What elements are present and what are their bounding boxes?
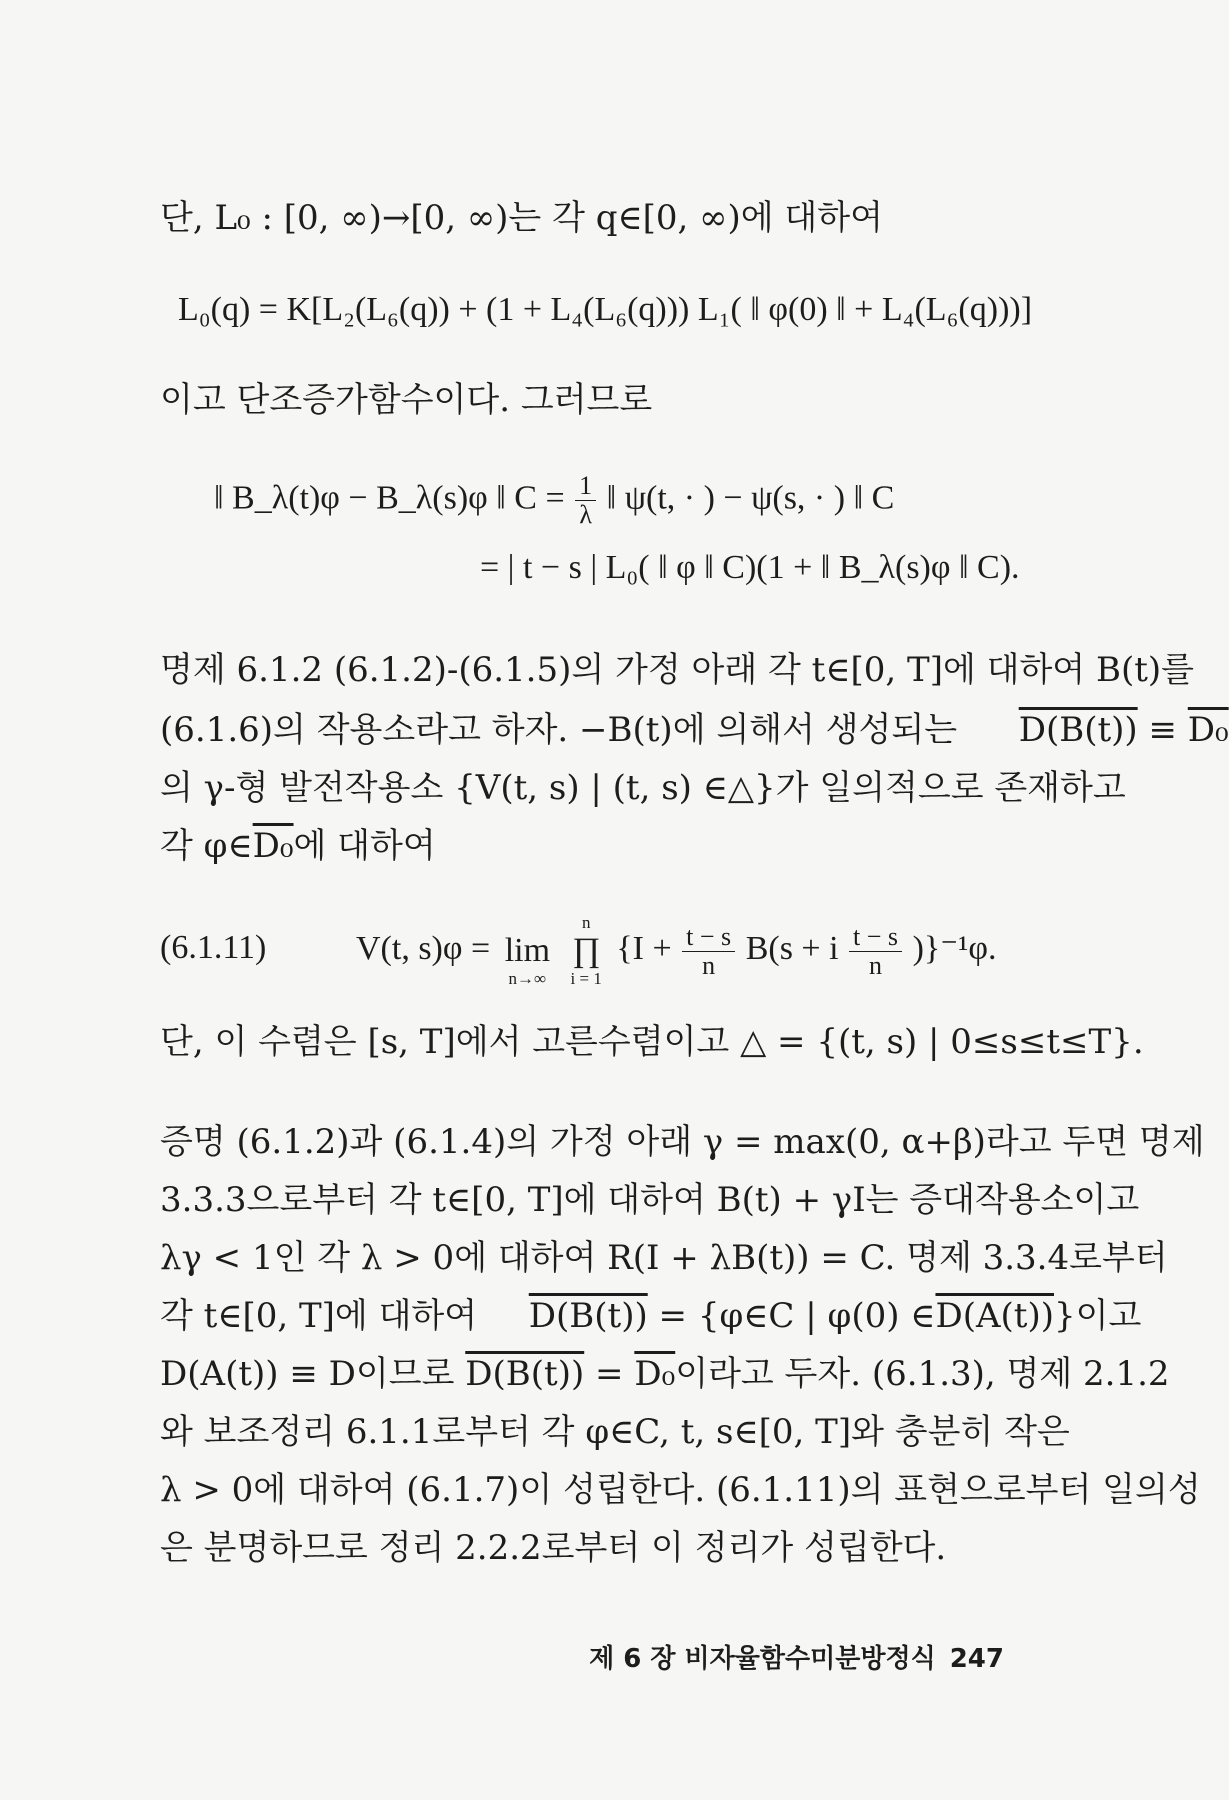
limit-text: lim [504,932,551,970]
equation-product-formula [356,904,996,994]
fraction [849,923,902,980]
proposition-line [160,826,436,866]
equation-bound: = | t − s | L₀( ‖ φ ‖ C)(1 + ‖ B_λ(s)φ ‖ C). [480,549,1020,586]
proof-line [160,1354,1170,1394]
limit-operator [505,912,550,990]
eq-part: B(s + i [745,930,839,967]
proof-line: λγ < 1인 각 λ > 0에 대하여 R(I + λB(t)) = C. 명제 3.3.4로부터 [160,1238,1168,1278]
equation-B-lambda-diff [214,472,894,529]
proof-line: 3.3.3으로부터 각 t∈[0, T]에 대하여 B(t) + γI는 증대작용소이고 [160,1180,1140,1220]
text-part: 에 대하여 [293,826,436,866]
eq-part: V(t, s)φ = [356,930,491,967]
proposition-line [160,710,1229,750]
fraction [575,472,596,529]
product-superscript: n [581,913,591,933]
text-part: D(A(t)) ≡ D이므로 [160,1354,455,1394]
product-symbol: ∏ [572,932,601,970]
text-line: 단, 이 수렴은 [s, T]에서 고른수렴이고 △ = {(t, s) | 0≤s≤t≤T}. [160,1022,1144,1062]
text-part: = [584,1354,624,1394]
text-line: 단, L₀ : [0, ∞)→[0, ∞)는 각 q∈[0, ∞)에 대하여 [160,198,883,238]
eq-part: ‖ ψ(t, · ) − ψ(s, · ) ‖ C [606,479,895,517]
page-number: 247 [949,1644,1004,1674]
fraction-numerator: t − s [682,923,735,952]
text-part: ≡ [1137,710,1188,750]
text-line: 이고 단조증가함수이다. 그러므로 [160,380,653,420]
text-part: = {φ∈C | φ(0) ∈ [647,1296,936,1336]
fraction-denominator: n [702,950,716,980]
closure-term: D₀ [252,826,294,866]
limit-blank [505,912,550,934]
running-footer [589,1638,1004,1675]
closure-term: D₀ [634,1354,676,1394]
text-part: (6.1.6)의 작용소라고 하자. −B(t)에 의해서 생성되는 [160,710,958,750]
closure-term: D(B(t)) [1018,710,1138,750]
fraction-denominator: λ [579,500,592,529]
proof-line: 은 분명하므로 정리 2.2.2로부터 이 정리가 성립한다. [160,1528,947,1568]
fraction-denominator: n [869,950,883,980]
eq-part: ‖ B_λ(t)φ − B_λ(s)φ ‖ C = [214,479,565,517]
eq-part: {I + [616,930,672,967]
text-part: 각 φ∈ [160,826,253,866]
proof-line: 와 보조정리 6.1.1로부터 각 φ∈C, t, s∈[0, T]와 충분히 작은 [160,1412,1070,1452]
equation-L0: L₀(q) = K[L₂(L₆(q)) + (1 + L₄(L₆(q))) L₁( ‖ φ(0) ‖ + L₄(L₆(q)))] [178,291,1033,328]
closure-term: D(B(t)) [465,1354,585,1394]
product-operator [571,912,602,990]
proposition-line: 의 γ-형 발전작용소 {V(t, s) | (t, s) ∈△}가 일의적으로 존재하고 [160,768,1126,808]
limit-subscript: n→∞ [508,969,547,989]
chapter-title: 제 6 장 비자율함수미분방정식 [589,1644,936,1674]
proof-line [160,1296,1142,1336]
closure-term: D₀ [1187,710,1229,750]
fraction-numerator: t − s [849,923,902,952]
equation-label: (6.1.11) [160,929,267,966]
fraction-numerator: 1 [575,472,596,501]
product-subscript: i = 1 [570,969,602,989]
proposition-line: 명제 6.1.2 (6.1.2)-(6.1.5)의 가정 아래 각 t∈[0, T]에 대하여 B(t)를 [160,650,1194,690]
text-part: }이고 [1054,1296,1142,1336]
closure-term: D(A(t)) [935,1296,1055,1336]
proof-line: 증명 (6.1.2)과 (6.1.4)의 가정 아래 γ = max(0, α+β)라고 두면 명제 [160,1122,1205,1162]
text-part: 이라고 두자. (6.1.3), 명제 2.1.2 [675,1354,1170,1394]
eq-part: )}⁻¹φ. [912,930,997,967]
text-part: 각 t∈[0, T]에 대하여 [160,1296,478,1336]
proof-line: λ > 0에 대하여 (6.1.7)이 성립한다. (6.1.11)의 표현으로부터 일의성 [160,1470,1201,1510]
fraction [682,923,735,980]
closure-term: D(B(t)) [528,1296,648,1336]
